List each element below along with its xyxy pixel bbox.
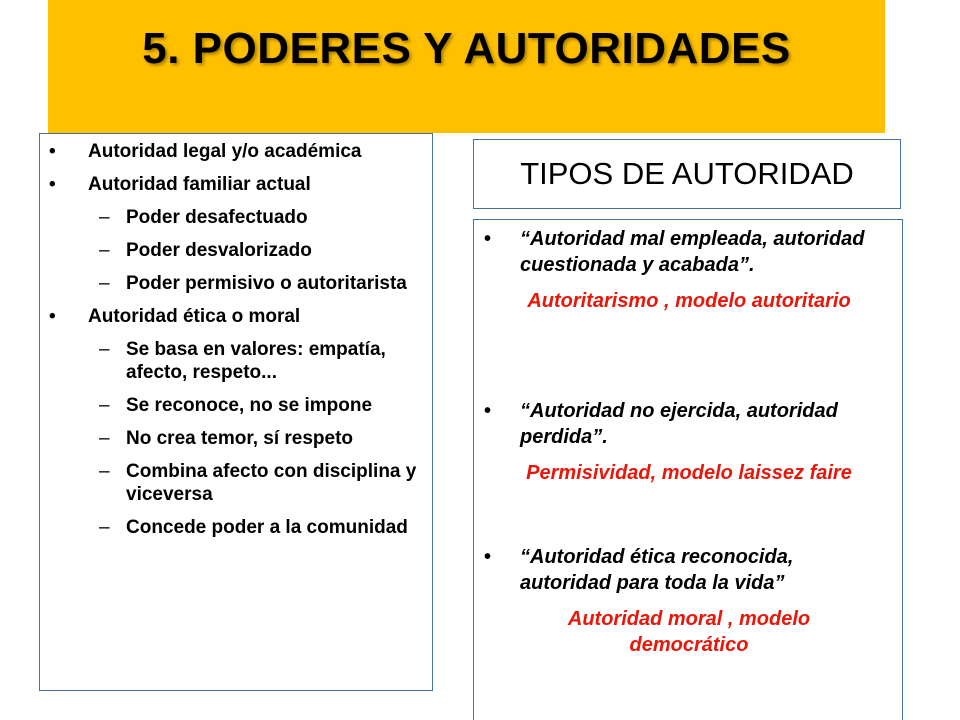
dash-icon: – xyxy=(99,273,110,294)
sub-item-label: No crea temor, sí respeto xyxy=(126,428,354,449)
list-item-label: Autoridad ética o moral xyxy=(88,306,301,327)
bullet-icon: • xyxy=(484,546,492,568)
sub-item xyxy=(40,272,434,295)
authority-type-item xyxy=(474,398,904,486)
tipos-header-box xyxy=(473,139,901,209)
authority-type-item xyxy=(474,226,904,314)
authority-quote xyxy=(474,398,904,450)
quote-text: “Autoridad no ejercida, autoridad perdida”. xyxy=(520,400,838,448)
bullet-icon: • xyxy=(49,174,56,195)
dash-icon: – xyxy=(99,207,110,228)
sub-item-label: Se basa en valores: empatía, afecto, respeto... xyxy=(126,339,386,383)
sub-item-label: Combina afecto con disciplina y viceversa xyxy=(126,461,417,505)
list-item-family-authority xyxy=(40,173,434,196)
bullet-icon: • xyxy=(49,141,56,162)
sub-item xyxy=(40,206,434,229)
sub-item-label: Poder desafectuado xyxy=(126,207,308,228)
sub-item-label: Poder permisivo o autoritarista xyxy=(126,273,407,294)
sub-item xyxy=(40,239,434,262)
authority-model: Permisividad, modelo laissez faire xyxy=(526,462,852,484)
authority-quote xyxy=(474,544,904,596)
left-content-box xyxy=(39,133,433,691)
tipos-header: TIPOS DE AUTORIDAD xyxy=(520,156,854,191)
sub-item-label: Concede poder a la comunidad xyxy=(126,517,408,538)
quote-text: “Autoridad mal empleada, autoridad cuestionada y acabada”. xyxy=(520,228,865,276)
quote-text: “Autoridad ética reconocida, autoridad para toda la vida” xyxy=(520,546,794,594)
dash-icon: – xyxy=(99,461,110,482)
list-item-legal-authority xyxy=(40,140,434,163)
list-item-label: Autoridad familiar actual xyxy=(88,174,311,195)
authority-type-item xyxy=(474,544,904,658)
bullet-icon: • xyxy=(484,400,492,422)
dash-icon: – xyxy=(99,339,110,360)
sub-item-label: Poder desvalorizado xyxy=(126,240,312,261)
dash-icon: – xyxy=(99,428,110,449)
list-item-label: Autoridad legal y/o académica xyxy=(88,141,362,162)
sub-item xyxy=(40,516,434,539)
sub-item xyxy=(40,394,434,417)
authority-model: Autoridad moral , modelo democrático xyxy=(567,608,811,656)
sub-item xyxy=(40,338,434,384)
bullet-icon: • xyxy=(484,228,492,250)
dash-icon: – xyxy=(99,240,110,261)
sub-item-label: Se reconoce, no se impone xyxy=(126,395,373,416)
authority-model: Autoritarismo , modelo autoritario xyxy=(527,290,851,312)
dash-icon: – xyxy=(99,395,110,416)
authority-quote xyxy=(474,226,904,278)
bullet-icon: • xyxy=(49,306,56,327)
dash-icon: – xyxy=(99,517,110,538)
right-content-box xyxy=(473,219,903,720)
authority-list xyxy=(40,140,434,549)
slide-title: 5. PODERES Y AUTORIDADES xyxy=(142,24,791,73)
sub-item xyxy=(40,427,434,450)
list-item-ethical-authority xyxy=(40,305,434,328)
sub-item xyxy=(40,460,434,506)
title-band xyxy=(48,0,885,133)
